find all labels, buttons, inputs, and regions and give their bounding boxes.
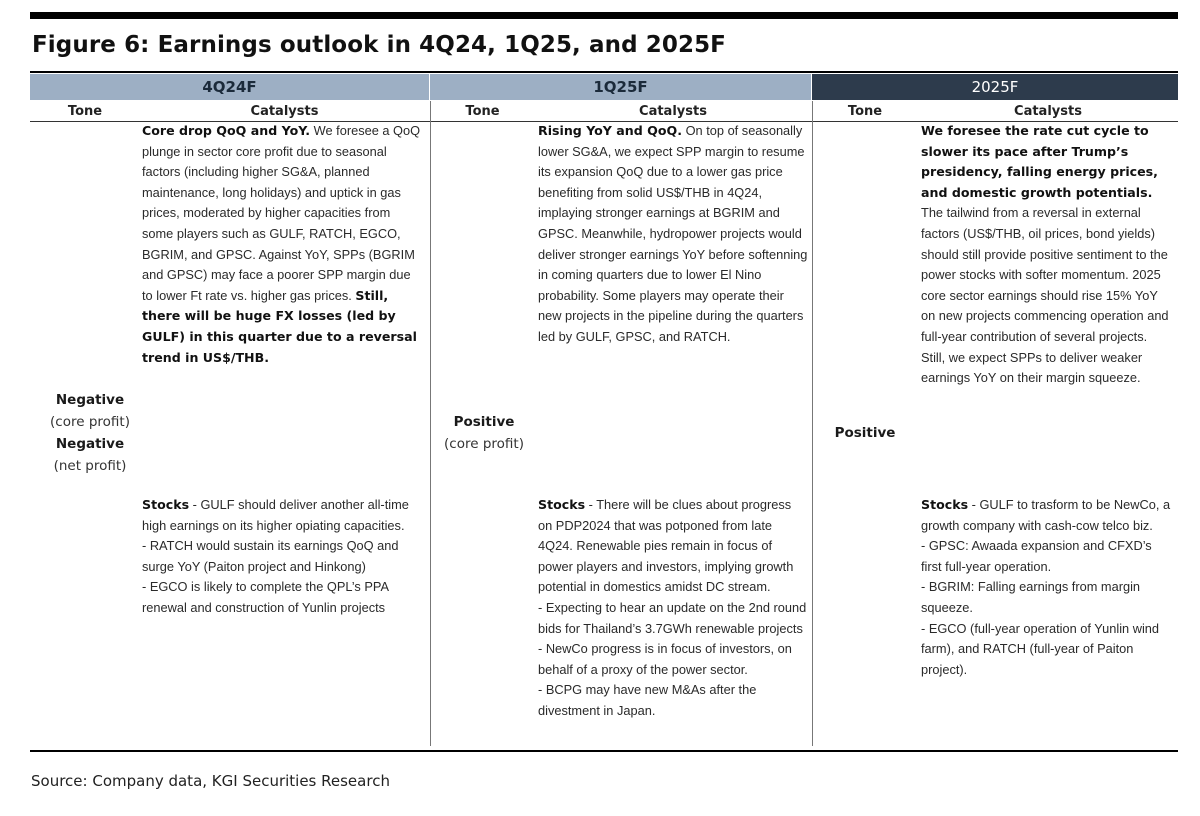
stocks-item: - EGCO (full-year operation of Yunlin wind farm), and RATCH (full-year of Paiton project). bbox=[921, 620, 1160, 677]
tone-value: Negative bbox=[55, 436, 125, 452]
subheader-tone-1q25f: Tone bbox=[465, 103, 500, 119]
catalysts-stocks-1q25f bbox=[538, 495, 808, 722]
stocks-text: - GULF to trasform to be NewCo, a growth company with cash-cow telco biz. bbox=[921, 497, 1171, 533]
tone-cell-2025f bbox=[830, 422, 900, 444]
outlook-tail: Still, there will be huge FX losses (led by GULF) in this quarter due to a reversal trend in US$/THB. bbox=[142, 287, 417, 365]
stocks-item: - Expecting to hear an update on the 2nd round bids for Thailand’s 3.7GWh renewable projects bbox=[538, 599, 807, 636]
top-rule bbox=[30, 12, 1178, 19]
source-note: Source: Company data, KGI Securities Research bbox=[31, 772, 390, 790]
title-rule bbox=[30, 71, 1178, 73]
stocks-item: - EGCO is likely to complete the QPL’s PPA renewal and construction of Yunlin projects bbox=[142, 579, 389, 615]
catalysts-outlook-2025f bbox=[921, 121, 1173, 389]
stocks-text: - There will be clues about progress on PDP2024 that was potponed from late 4Q24. Renewable pies remain in focus of power players and investors, implying growth potential in domestics amidst DC stream. bbox=[538, 497, 794, 595]
subheader-catalysts-2025f: Catalysts bbox=[1014, 103, 1082, 119]
stocks-text: - GULF should deliver another all-time high earnings on its higher opiating capacities. bbox=[142, 497, 409, 533]
outlook-lead: We foresee the rate cut cycle to slower its pace after Trump’s presidency, falling energy prices, and domestic growth potentials. bbox=[921, 123, 1158, 200]
catalysts-outlook-4q24f bbox=[142, 121, 424, 368]
header-2025f: 2025F bbox=[812, 74, 1178, 100]
tone-cell-4q24f bbox=[30, 389, 150, 477]
tone-value: Negative bbox=[55, 392, 125, 408]
tone-note: (core profit) bbox=[444, 436, 524, 452]
tone-value: Positive bbox=[453, 414, 515, 430]
header-4q24f: 4Q24F bbox=[30, 74, 429, 100]
subheader-tone-4q24f: Tone bbox=[67, 103, 103, 119]
tone-note: (net profit) bbox=[53, 458, 127, 474]
tone-note: (core profit) bbox=[50, 414, 130, 430]
stocks-lead: Stocks bbox=[538, 497, 586, 512]
subheader-catalysts-4q24f: Catalysts bbox=[250, 103, 319, 119]
subheader-tone-2025f: Tone bbox=[847, 103, 883, 119]
stocks-item: - BGRIM: Falling earnings from margin squeeze. bbox=[921, 579, 1141, 615]
subheader-catalysts-1q25f: Catalysts bbox=[639, 103, 707, 119]
outlook-text: The tailwind from a reversal in external factors (US$/THB, oil prices, bond yields) should still provide positive sentiment to the power stocks with softer momentum. 2025 core sector earnings should rise 15% YoY on new projects commencing operation and full-year contribution of several projects. Still, we expect SPPs to deliver weaker earnings YoY on their margin squeeze. bbox=[921, 205, 1169, 386]
catalysts-outlook-1q25f bbox=[538, 121, 808, 348]
stocks-item: - NewCo progress is in focus of investors, on behalf of a proxy of the power sector. bbox=[538, 641, 792, 677]
stocks-item: - BCPG may have new M&As after the divestment in Japan. bbox=[538, 682, 757, 718]
column-divider bbox=[812, 101, 813, 746]
catalysts-stocks-4q24f bbox=[142, 495, 424, 619]
figure-title: Figure 6: Earnings outlook in 4Q24, 1Q25, and 2025F bbox=[32, 32, 726, 58]
outlook-lead: Rising YoY and QoQ. bbox=[538, 123, 683, 138]
stocks-item: - GPSC: Awaada expansion and CFXD’s first full-year operation. bbox=[921, 538, 1152, 574]
tone-value: Positive bbox=[834, 425, 896, 441]
stocks-lead: Stocks bbox=[142, 497, 190, 512]
stocks-item: - RATCH would sustain its earnings QoQ and surge YoY (Paiton project and Hinkong) bbox=[142, 538, 399, 574]
outlook-text: We foresee a QoQ plunge in sector core profit due to seasonal factors (including higher SG&A, planned maintenance, long holidays) and uptick in gas prices, moderated by higher capacities from some players such as GULF, RATCH, EGCO, BGRIM, and GPSC. Against YoY, SPPs (BGRIM and GPSC) may face a poorer SPP margin due to lower Ft rate vs. higher gas prices. bbox=[142, 123, 421, 303]
catalysts-stocks-2025f bbox=[921, 495, 1173, 680]
outlook-lead: Core drop QoQ and YoY. bbox=[142, 123, 311, 138]
bottom-rule bbox=[30, 750, 1178, 752]
header-1q25f: 1Q25F bbox=[430, 74, 811, 100]
outlook-text: On top of seasonally lower SG&A, we expect SPP margin to resume its expansion QoQ due to a lower gas price benefiting from solid US$/THB in 4Q24, implaying stronger earnings at BGRIM and GPSC. Meanwhile, hydropower projects would deliver stronger earnings YoY before softenning in coming quarters due to lower El Nino probability. Some players may operate their new projects in the pipeline during the quarters led by GULF, GPSC, and RATCH. bbox=[538, 123, 808, 344]
tone-cell-1q25f bbox=[430, 411, 538, 455]
stocks-lead: Stocks bbox=[921, 497, 969, 512]
